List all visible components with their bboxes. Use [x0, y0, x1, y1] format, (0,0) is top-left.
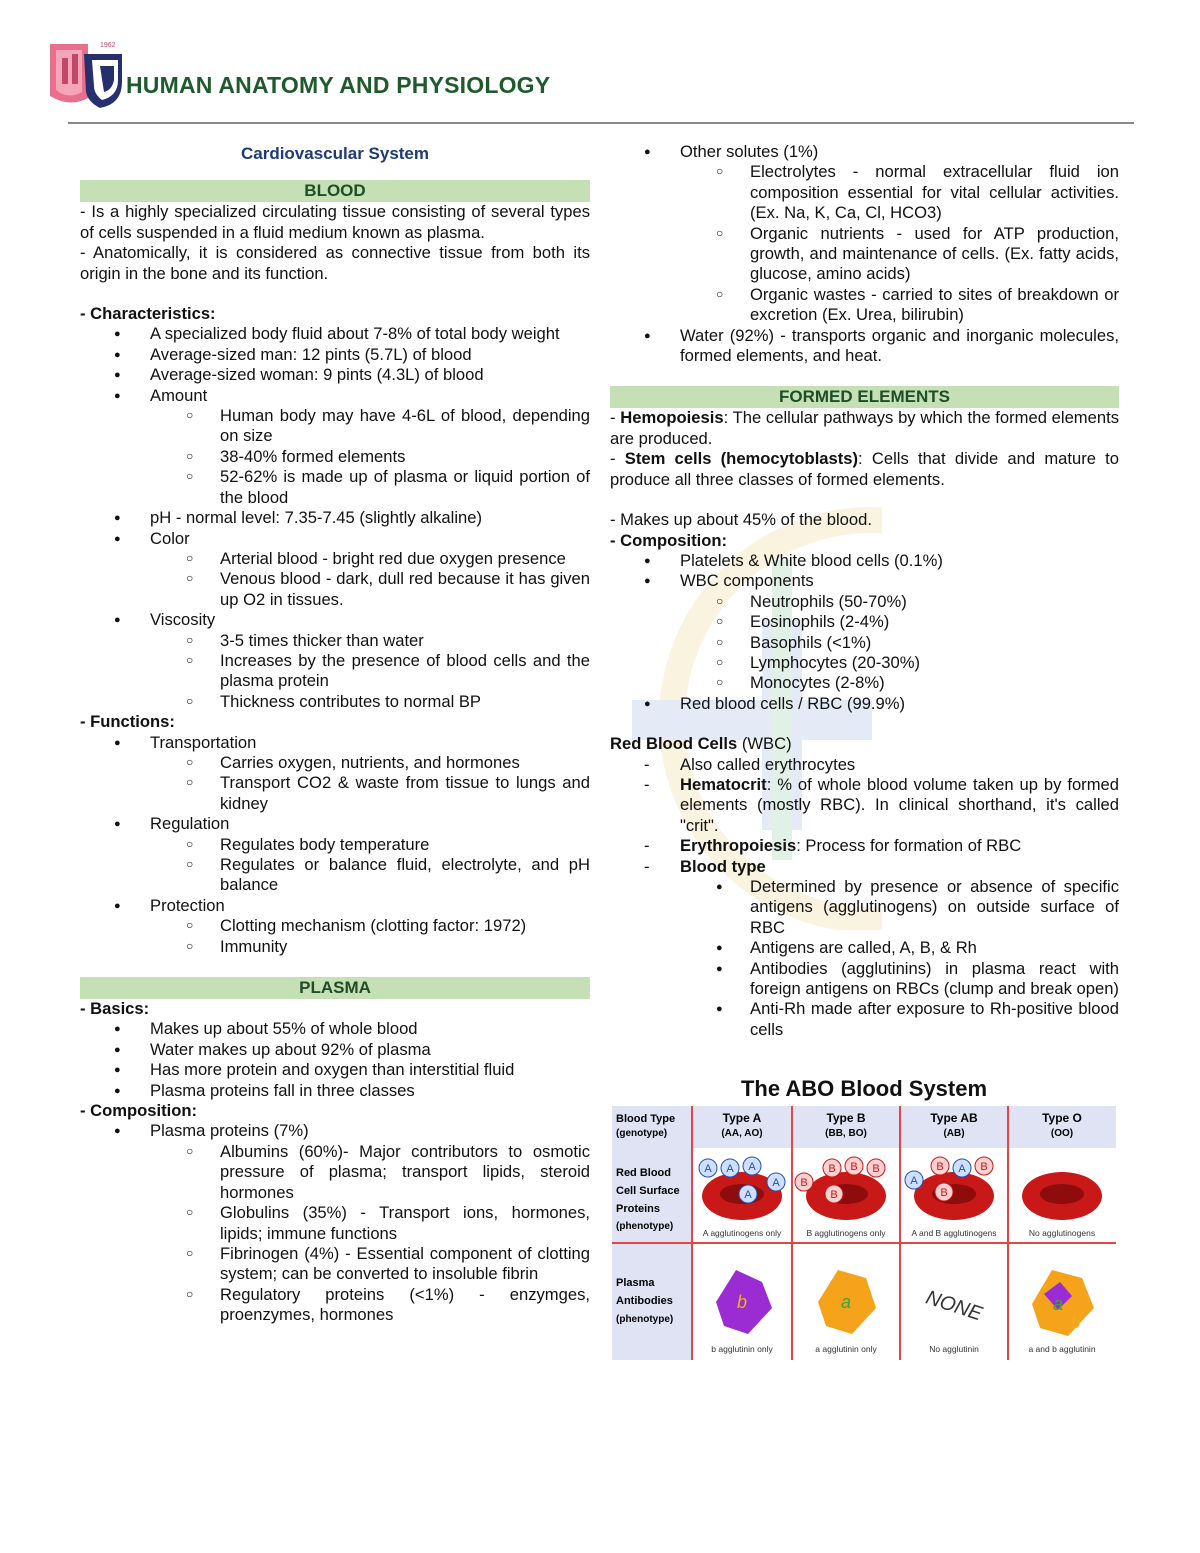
list-item: ● Color [80, 529, 590, 549]
regulation-sublist [80, 835, 590, 896]
list-item: ● Amount [80, 386, 590, 406]
other-solutes-sublist [610, 162, 1119, 325]
list-item: ● Viscosity [80, 610, 590, 630]
functions-list-cont2 [80, 896, 590, 916]
list-item: ● Has more protein and oxygen than interstitial fluid [80, 1060, 590, 1080]
row-head-genotype: (genotype) [616, 1128, 668, 1139]
list-item [610, 775, 1119, 836]
list-item: - Also called erythrocytes [610, 755, 1119, 775]
abo-title: The ABO Blood System [740, 1076, 988, 1101]
stem-cells-term: Stem cells (hemocytoblasts) [624, 449, 859, 469]
amount-sublist [80, 406, 590, 508]
type-b-genotype: (BB, BO) [825, 1128, 867, 1139]
svg-text:A: A [910, 1175, 918, 1187]
svg-text:B: B [828, 1163, 836, 1175]
other-solutes-list [610, 142, 1119, 162]
type-a-antibodies: b agglutinin only [711, 1344, 773, 1354]
formed-composition-list [610, 551, 1119, 592]
svg-text:B: B [850, 1161, 858, 1173]
plasma-composition-list [80, 1121, 590, 1141]
row-head-blood-type: Blood Type [616, 1113, 676, 1125]
list-item: ○ Neutrophils (50-70%) [610, 592, 1119, 612]
list-item: ○ Carries oxygen, nutrients, and hormones [80, 753, 590, 773]
type-a-label: Type A [722, 1111, 762, 1125]
list-item: ○ Regulates body temperature [80, 835, 590, 855]
row-head-plasma2: Antibodies [616, 1295, 673, 1307]
blood-anatomy: - Anatomically, it is considered as connective tissue from both its origin in the bone and its function. [80, 243, 590, 283]
list-item: ○ Arterial blood - bright red due oxygen presence [80, 549, 590, 569]
list-item: ● A specialized body fluid about 7-8% of total body weight [80, 324, 590, 344]
svg-text:A: A [958, 1163, 966, 1175]
section-band-blood: BLOOD [80, 180, 590, 202]
svg-text:B: B [872, 1163, 880, 1175]
plasma-proteins-sublist [80, 1142, 590, 1326]
type-b-label: Type B [826, 1111, 866, 1125]
protection-sublist [80, 916, 590, 957]
list-item: ○ Eosinophils (2-4%) [610, 612, 1119, 632]
type-a-genotype: (AA, AO) [721, 1128, 763, 1139]
list-item: ● Antigens are called, A, B, & Rh [610, 938, 1119, 958]
stem-cells-definition: - Stem cells (hemocytoblasts): Cells that divide and mature to produce all three classes of formed elements. [610, 449, 1120, 489]
left-column [80, 142, 590, 1326]
list-item: ● WBC components [610, 571, 1119, 591]
type-ab-antibodies: No agglutinin [929, 1344, 979, 1354]
list-item: ○ Lymphocytes (20-30%) [610, 653, 1119, 673]
list-item: ● Determined by presence or absence of specific antigens (agglutinogens) on outside surface of RBC [610, 877, 1119, 938]
blood-type-term: Blood type [680, 856, 766, 876]
color-sublist [80, 549, 590, 610]
row-head-plasma1: Plasma [616, 1277, 655, 1289]
list-item: ● Other solutes (1%) [610, 142, 1119, 162]
list-item: ○ Immunity [80, 937, 590, 957]
formed-composition-list-cont [610, 694, 1119, 714]
functions-list-cont [80, 814, 590, 834]
hemopoiesis-definition: - Hemopoiesis: The cellular pathways by which the formed elements are produced. [610, 408, 1119, 448]
list-item: ○ Regulatory proteins (<1%) - enzymges, proenzymes, hormones [80, 1285, 590, 1326]
right-column [610, 142, 1119, 1040]
hemopoiesis-term: Hemopoiesis [620, 408, 724, 428]
svg-text:A: A [726, 1163, 734, 1175]
viscosity-sublist [80, 631, 590, 713]
blood-definition: - Is a highly specialized circulating tissue consisting of several types of cells suspended in a fluid medium known as plasma. [80, 202, 590, 242]
list-item: ● Plasma proteins (7%) [80, 1121, 590, 1141]
row-head-plasma3: (phenotype) [616, 1314, 674, 1325]
list-item: ○ Organic nutrients - used for ATP production, growth, and maintenance of cells. (Ex. fatty acids, glucose, amino acids) [610, 224, 1119, 285]
list-item: ○ Human body may have 4-6L of blood, depending on size [80, 406, 590, 447]
basics-list [80, 1019, 590, 1101]
list-item: ● Transportation [80, 733, 590, 753]
list-item [610, 836, 1119, 856]
list-item: ● Protection [80, 896, 590, 916]
school-logo-icon [48, 38, 124, 110]
list-item: ○ Globulins (35%) - Transport ions, hormones, lipids; immune functions [80, 1203, 590, 1244]
list-item: ○ Clotting mechanism (clotting factor: 1972) [80, 916, 590, 936]
rbc-heading-bold: Red Blood Cells [610, 734, 738, 754]
type-o-label: Type O [1042, 1111, 1082, 1125]
formed-composition-heading: - Composition: [610, 530, 728, 550]
list-item: ○ Regulates or balance fluid, electrolyte, and pH balance [80, 855, 590, 896]
characteristics-list-cont2 [80, 610, 590, 630]
list-item: ● Regulation [80, 814, 590, 834]
section-band-plasma: PLASMA [80, 977, 590, 999]
svg-text:B: B [800, 1177, 808, 1189]
rbc-heading [610, 734, 1119, 754]
type-a-antigens: A agglutinogens only [702, 1228, 782, 1238]
formed-makes-up: - Makes up about 45% of the blood. [610, 510, 872, 530]
erythropoiesis-term: Erythropoiesis [680, 836, 797, 856]
svg-text:B: B [936, 1161, 944, 1173]
row-head-rbc1: Red Blood [616, 1167, 671, 1179]
list-item: ○ Monocytes (2-8%) [610, 673, 1119, 693]
characteristics-heading: - Characteristics: [80, 304, 216, 324]
abo-blood-system-figure [612, 1072, 1116, 1360]
stem-cells-text: : Cells that divide and mature to produce all three classes of formed elements. [610, 449, 1120, 489]
list-item: ○ Electrolytes - normal extracellular fluid ion composition essential for vital cellular activities. (Ex. Na, K, Ca, Cl, HCO3) [610, 162, 1119, 223]
list-item: ○ 38-40% formed elements [80, 447, 590, 467]
list-item: ● Water makes up about 92% of plasma [80, 1040, 590, 1060]
basics-heading: - Basics: [80, 999, 150, 1019]
list-item: ● Platelets & White blood cells (0.1%) [610, 551, 1119, 571]
list-item: ● Anti-Rh made after exposure to Rh-positive blood cells [610, 999, 1119, 1040]
header-divider [68, 122, 1134, 124]
list-item: ○ Organic wastes - carried to sites of breakdown or excretion (Ex. Urea, bilirubin) [610, 285, 1119, 326]
svg-text:A: A [772, 1177, 780, 1189]
list-item: ○ Fibrinogen (4%) - Essential component of clotting system; can be converted to insoluble fibrin [80, 1244, 590, 1285]
type-b-antigens: B agglutinogens only [806, 1228, 886, 1238]
characteristics-list [80, 324, 590, 406]
list-item: ○ 52-62% is made up of plasma or liquid portion of the blood [80, 467, 590, 508]
list-item: ○ Basophils (<1%) [610, 633, 1119, 653]
list-item: ○ Transport CO2 & waste from tissue to lungs and kidney [80, 773, 590, 814]
document-title: HUMAN ANATOMY AND PHYSIOLOGY [126, 72, 551, 98]
rbc-list [610, 755, 1119, 877]
list-item: ○ Thickness contributes to normal BP [80, 692, 590, 712]
section-band-formed-elements: FORMED ELEMENTS [610, 386, 1119, 408]
list-item: ● Water (92%) - transports organic and inorganic molecules, formed elements, and heat. [610, 326, 1119, 367]
type-ab-label: Type AB [930, 1111, 978, 1125]
type-o-antibodies: a and b agglutinin [1028, 1344, 1096, 1354]
svg-text:a: a [1052, 1294, 1064, 1314]
plasma-composition-heading: - Composition: [80, 1101, 198, 1121]
transportation-sublist [80, 753, 590, 814]
functions-heading: - Functions: [80, 712, 175, 732]
row-head-rbc4: (phenotype) [616, 1221, 674, 1232]
list-item: ● pH - normal level: 7.35-7.45 (slightly alkaline) [80, 508, 590, 528]
type-ab-genotype: (AB) [943, 1128, 965, 1139]
hemopoiesis-text: : The cellular pathways by which the formed elements are produced. [610, 408, 1119, 448]
list-item: ○ Increases by the presence of blood cells and the plasma protein [80, 651, 590, 692]
svg-text:B: B [980, 1161, 988, 1173]
svg-text:1962: 1962 [100, 42, 116, 49]
svg-text:B: B [940, 1187, 948, 1199]
svg-text:b: b [736, 1292, 748, 1312]
rbc-heading-rest: (WBC) [737, 734, 792, 754]
svg-text:b: b [1071, 1315, 1081, 1332]
list-item: ○ Albumins (60%)- Major contributors to osmotic pressure of plasma; transport lipids, steroid hormones [80, 1142, 590, 1203]
svg-text:A: A [744, 1189, 752, 1201]
list-item: ● Red blood cells / RBC (99.9%) [610, 694, 1119, 714]
hematocrit-text: : % of whole blood volume taken up by formed elements (mostly RBC). In clinical shorthand, it's called "crit". [680, 774, 1119, 835]
row-head-rbc3: Proteins [616, 1203, 661, 1215]
svg-text:a: a [840, 1292, 852, 1312]
svg-text:A: A [748, 1161, 756, 1173]
list-item: ● Makes up about 55% of whole blood [80, 1019, 590, 1039]
list-item: ○ 3-5 times thicker than water [80, 631, 590, 651]
type-o-genotype: (OO) [1050, 1128, 1074, 1139]
list-item: ● Average-sized man: 12 pints (5.7L) of blood [80, 345, 590, 365]
water-list [610, 326, 1119, 367]
erythropoiesis-text: : Process for formation of RBC [796, 836, 1022, 856]
svg-text:A: A [704, 1163, 712, 1175]
blood-type-sublist [610, 877, 1119, 1040]
type-ab-none: NONE [923, 1286, 985, 1326]
list-item [610, 857, 1119, 877]
wbc-components-sublist [610, 592, 1119, 694]
type-b-antibodies: a agglutinin only [815, 1344, 877, 1354]
list-item: ● Antibodies (agglutinins) in plasma react with foreign antigens on RBCs (clump and break open) [610, 959, 1119, 1000]
svg-text:B: B [830, 1189, 838, 1201]
subject-title: Cardiovascular System [240, 144, 430, 163]
functions-list [80, 733, 590, 753]
row-head-rbc2: Cell Surface [616, 1185, 680, 1197]
characteristics-list-cont [80, 508, 590, 549]
page-header [48, 38, 1138, 128]
type-o-antigens: No agglutinogens [1028, 1228, 1096, 1238]
list-item: ● Average-sized woman: 9 pints (4.3L) of blood [80, 365, 590, 385]
list-item: ● Plasma proteins fall in three classes [80, 1081, 590, 1101]
list-item: ○ Venous blood - dark, dull red because it has given up O2 in tissues. [80, 569, 590, 610]
type-ab-antigens: A and B agglutinogens [911, 1228, 997, 1238]
hematocrit-term: Hematocrit [680, 774, 767, 794]
